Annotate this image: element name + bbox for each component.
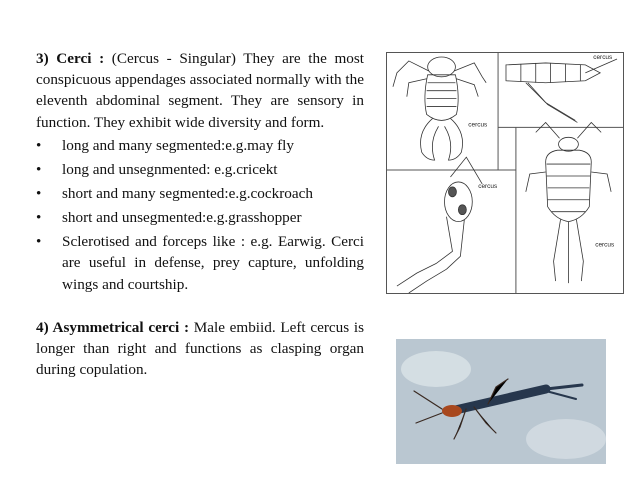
cockroach-cercus-drawing	[397, 157, 482, 293]
bullet-icon: •	[36, 209, 42, 227]
cerci-diagram	[386, 52, 624, 294]
cercus-body-drawing	[526, 122, 611, 283]
asymmetrical-cerci-paragraph	[36, 317, 364, 381]
cercus-label-top-right: cercus	[593, 53, 613, 61]
bullet-text: long and unsegnmented: e.g.cricekt	[62, 161, 278, 179]
bullet-item	[36, 231, 364, 295]
bullet-icon: •	[36, 185, 42, 203]
bullet-item	[36, 135, 364, 156]
text-column	[36, 48, 364, 380]
cerci-heading: 3) Cerci :	[36, 50, 105, 67]
cercus-label-bottom-right: cercus	[595, 241, 615, 249]
cerci-bullet-list	[36, 135, 364, 295]
asymmetrical-heading: 4) Asymmetrical cerci :	[36, 318, 190, 336]
cerci-intro: (Cercus - Singular) They are the most conspicuous appendages associated normally with the eleventh abdominal segment. They are sensory in function. They exhibit wide diversity and form.	[36, 50, 364, 131]
bullet-icon: •	[36, 161, 42, 179]
bullet-text: long and many segmented:e.g.may fly	[62, 137, 294, 155]
bullet-icon: •	[36, 137, 42, 155]
cerci-paragraph	[36, 48, 364, 133]
bullet-item	[36, 207, 364, 228]
bullet-text: short and many segmented:e.g.cockroach	[62, 185, 313, 203]
long-cercus-drawing	[506, 59, 617, 122]
bullet-item	[36, 159, 364, 180]
bullet-text: short and unsegmented:e.g.grasshopper	[62, 209, 302, 227]
bullet-item	[36, 183, 364, 204]
bullet-text: Sclerotised and forceps like : e.g. Earwig. Cerci are useful in defense, prey capture, unfolding wings and courtship.	[62, 233, 364, 293]
cercus-label-bottom-left: cercus	[478, 182, 498, 190]
embiid-head	[442, 405, 462, 417]
cercus-label-top-left: cercus	[468, 121, 488, 129]
earwig-forceps-drawing	[393, 57, 486, 160]
bullet-icon: •	[36, 233, 42, 251]
embiid-photo	[396, 339, 606, 464]
asymmetrical-body: Male embiid. Left cercus is longer than right and functions as clasping organ during copulation.	[36, 318, 364, 379]
